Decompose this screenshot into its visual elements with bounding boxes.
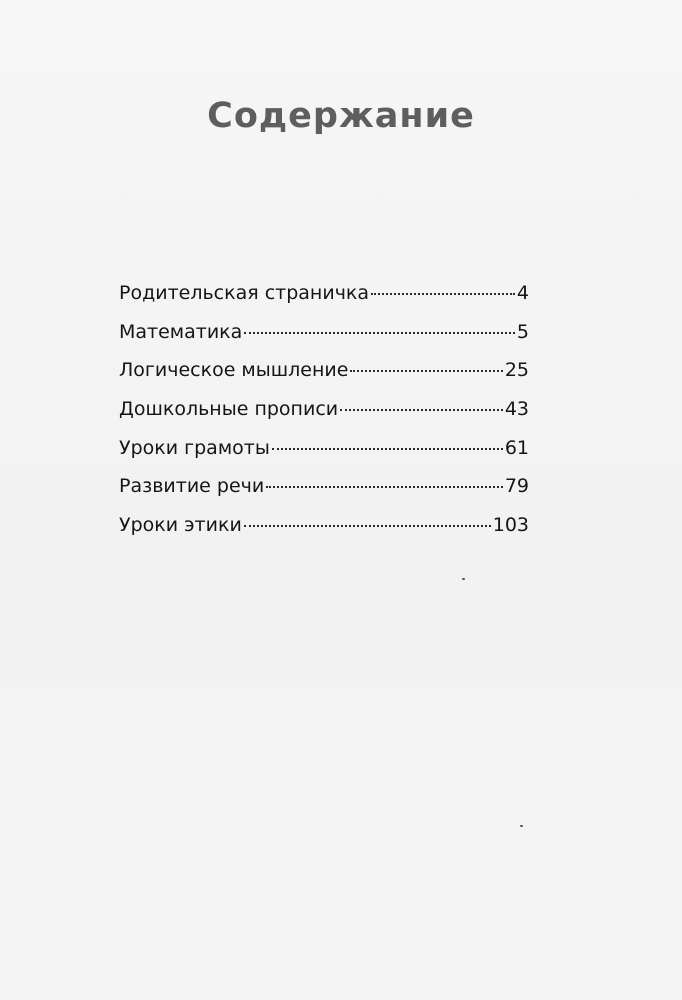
toc-entry-page: 4 — [516, 282, 529, 304]
toc-entry-page: 61 — [504, 436, 529, 459]
toc-entry — [119, 282, 529, 321]
dot-leader — [272, 448, 503, 450]
toc-entry — [119, 437, 529, 476]
toc-entry-page: 103 — [492, 514, 529, 537]
dot-leader — [266, 486, 503, 488]
print-speck — [462, 578, 465, 580]
toc-entry — [119, 514, 529, 553]
toc-entry-label: Развитие речи — [119, 475, 265, 498]
page-title: Содержание — [207, 96, 475, 136]
toc-entry-label: Уроки грамоты — [119, 436, 270, 459]
toc-entry-label: Дошкольные прописи — [119, 398, 339, 421]
dot-leader — [244, 525, 491, 527]
toc-entry-page: 5 — [516, 320, 529, 343]
toc-entry-label: Родительская страничка — [119, 282, 370, 304]
toc-entry-label: Уроки этики — [119, 514, 242, 537]
dot-leader — [244, 332, 515, 334]
toc-entry-label: Логическое мышление — [119, 359, 349, 382]
toc-entry — [119, 398, 529, 437]
toc-entry-page: 43 — [504, 398, 529, 421]
dot-leader — [350, 370, 502, 372]
toc-entry — [119, 475, 529, 514]
toc-entry-page: 25 — [504, 359, 529, 382]
dot-leader — [371, 293, 515, 295]
print-speck — [520, 825, 523, 827]
toc-entry-page: 79 — [504, 475, 529, 498]
table-of-contents — [119, 282, 529, 553]
toc-entry — [119, 321, 529, 360]
toc-entry — [119, 359, 529, 398]
toc-entry-label: Математика — [119, 320, 243, 343]
dot-leader — [340, 409, 503, 411]
